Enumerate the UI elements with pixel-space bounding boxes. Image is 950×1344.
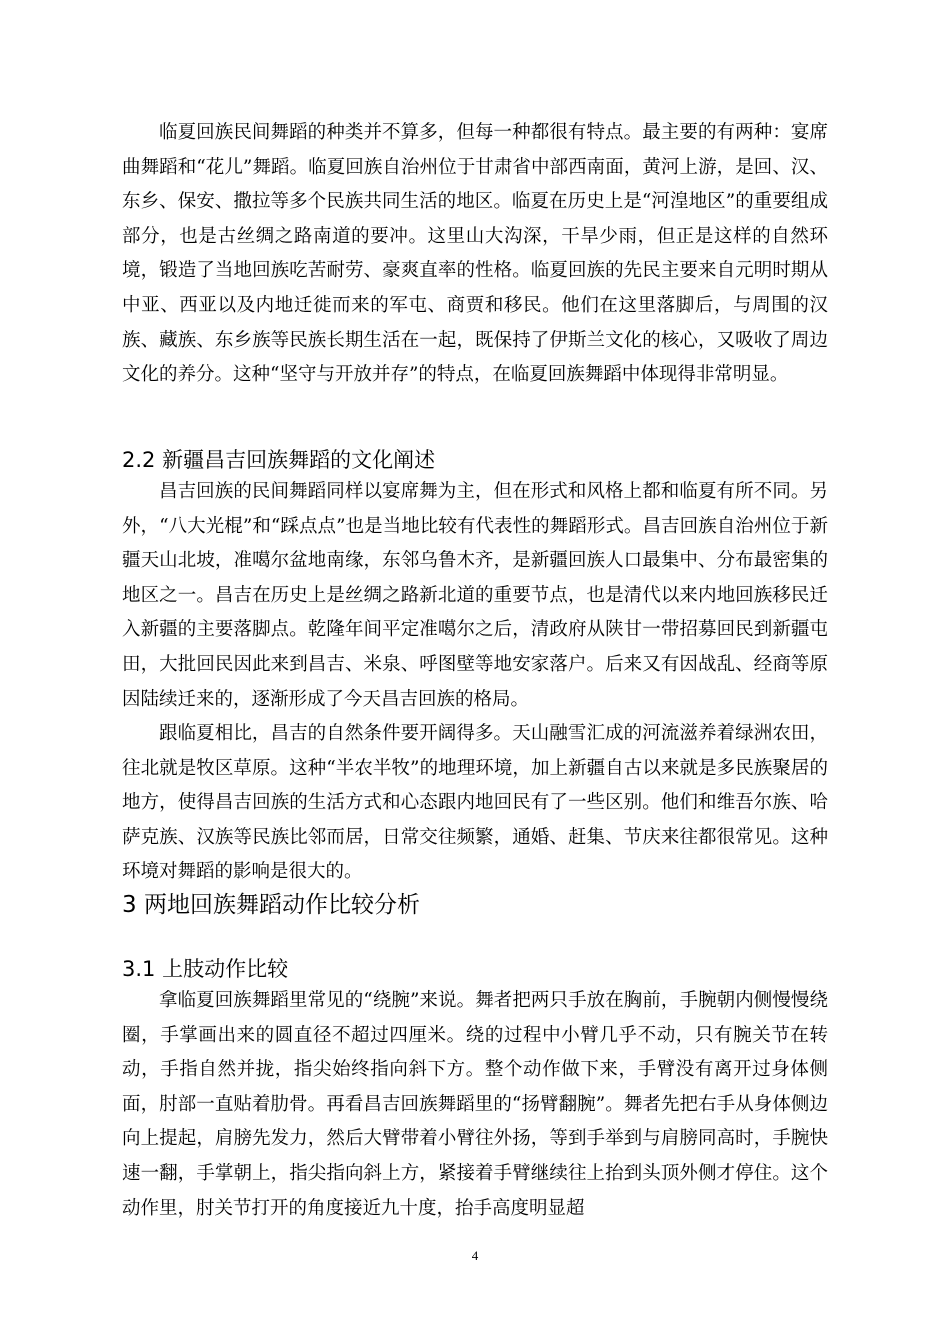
paragraph-linxia-dance-overview: 临夏回族民间舞蹈的种类并不算多，但每一种都很有特点。最主要的有两种：宴席曲舞蹈和“花儿”舞蹈。临夏回族自治州位于甘肃省中部西南面，黄河上游，是回、汉、东乡、保安、撒拉等多个民族共同生活的地区。临夏在历史上是“河湟地区”的重要组成部分，也是古丝绸之路南道的要冲。这里山大沟深，干旱少雨，但正是这样的自然环境，锻造了当地回族吃苦耐劳、豪爽直率的性格。临夏回族的先民主要来自元明时期从中亚、西亚以及内地迁徙而来的军屯、商贾和移民。他们在这里落脚后，与周围的汉族、藏族、东乡族等民族长期生活在一起，既保持了伊斯兰文化的核心，又吸收了周边文化的养分。这种“坚守与开放并存”的特点，在临夏回族舞蹈中体现得非常明显。 bbox=[122, 122, 828, 386]
paragraph-upper-limb-comparison: 拿临夏回族舞蹈里常见的“绕腕”来说。舞者把两只手放在胸前，手腕朝内侧慢慢绕圈，手掌画出来的圆直径不超过四厘米。绕的过程中小臂几乎不动，只有腕关节在转动，手指自然并拢，指尖始终指向斜下方。整个动作做下来，手臂没有离开过身体侧面，肘部一直贴着肋骨。再看昌吉回族舞蹈里的“扬臂翻腕”。舞者先把右手从身体侧边向上提起，肩膀先发力，然后大臂带着小臂往外扬，等到手举到与肩膀同高时，手腕快速一翻，手掌朝上，指尖指向斜上方，紧接着手臂继续往上抬到头顶外侧才停住。这个动作里，肘关节打开的角度接近九十度，抬手高度明显超 bbox=[122, 990, 828, 1219]
paragraph-changji-environment: 跟临夏相比，昌吉的自然条件要开阔得多。天山融雪汇成的河流滋养着绿洲农田，往北就是牧区草原。这种“半农半牧”的地理环境，加上新疆自古以来就是多民族聚居的地方，使得昌吉回族的生活方式和心态跟内地回民有了一些区别。他们和维吾尔族、哈萨克族、汉族等民族比邻而居，日常交往频繁，通婚、赶集、节庆来往都很常见。这种环境对舞蹈的影响是很大的。 bbox=[122, 723, 828, 883]
paragraph-changji-dance-overview: 昌吉回族的民间舞蹈同样以宴席舞为主，但在形式和风格上都和临夏有所不同。另外，“八大光棍”和“踩点点”也是当地比较有代表性的舞蹈形式。昌吉回族自治州位于新疆天山北坡，准噶尔盆地南缘，东邻乌鲁木齐，是新疆回族人口最集中、分布最密集的地区之一。昌吉在历史上是丝绸之路新北道的重要节点，也是清代以来内地回族移民迁入新疆的主要落脚点。乾隆年间平定准噶尔之后，清政府从陕甘一带招募回民到新疆屯田，大批回民因此来到昌吉、米泉、呼图壁等地安家落户。后来又有因战乱、经商等原因陆续迁来的，逐渐形成了今天昌吉回族的格局。 bbox=[122, 481, 828, 710]
heading-section-3-1: 3.1 上肢动作比较 bbox=[122, 957, 289, 981]
page-number: 4 bbox=[471, 1248, 479, 1263]
heading-chapter-3: 3 两地回族舞蹈动作比较分析 bbox=[122, 892, 420, 918]
heading-section-2-2: 2.2 新疆昌吉回族舞蹈的文化阐述 bbox=[122, 448, 436, 472]
